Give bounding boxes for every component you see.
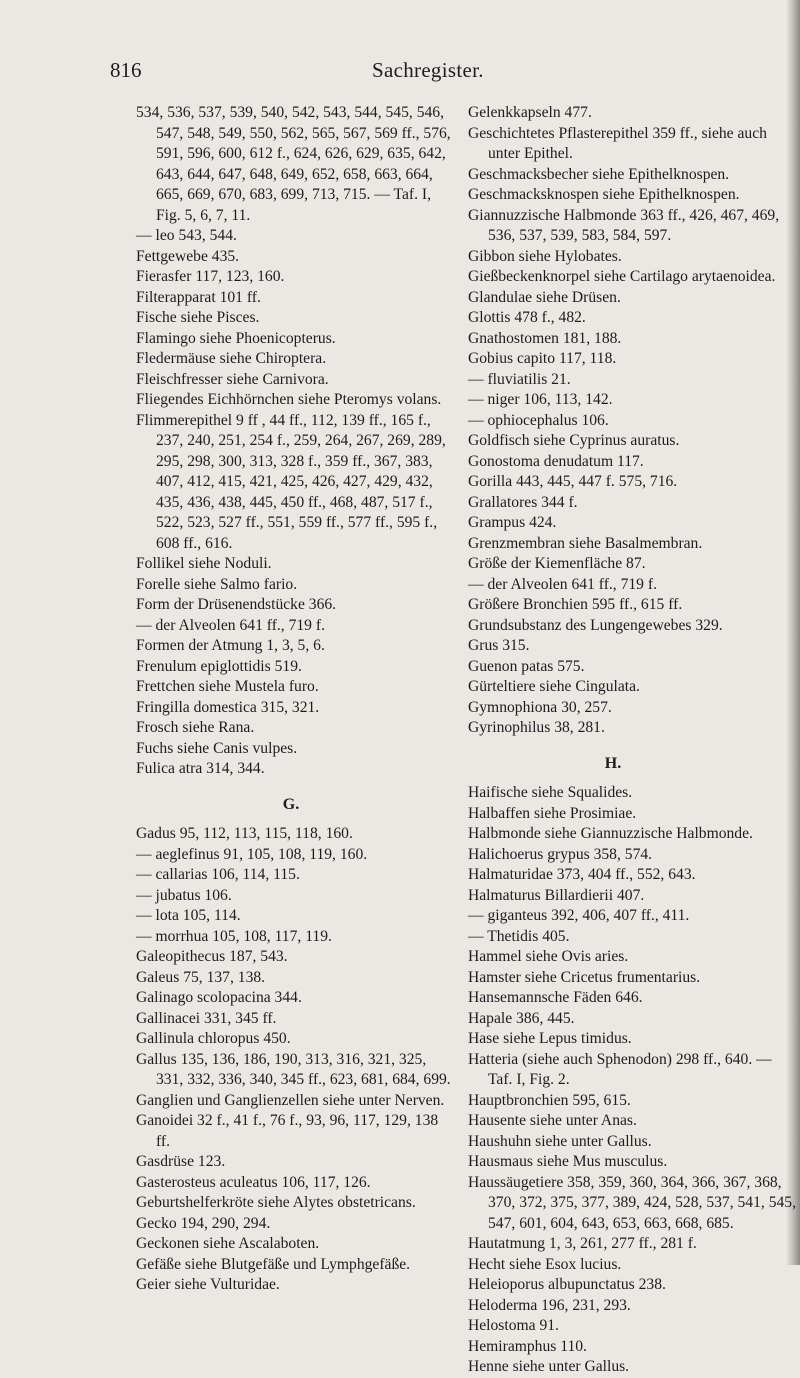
index-entry: Halmaturus Billardierii 407. — [468, 886, 645, 904]
index-entry: Grallatores 344 f. — [468, 493, 578, 511]
index-entry: Hamster siehe Cricetus frumentarius. — [468, 968, 701, 986]
index-entry: Form der Drüsenendstücke 366. — [136, 596, 337, 613]
index-entry: Heloderma 196, 231, 293. — [468, 1296, 631, 1314]
page-header — [0, 58, 800, 88]
index-entry: — der Alveolen 641 ff., 719 f. — [468, 575, 657, 593]
index-entry: Hansemannsche Fäden 646. — [468, 989, 643, 1006]
index-entry: Ganoidei 32 f., 41 f., 76 f., 93, 96, 117, 129, 138 ff. — [136, 1112, 439, 1150]
index-entry: Gymnophiona 30, 257. — [468, 698, 612, 716]
index-entry: Geburtshelferkröte siehe Alytes obstetricans. — [136, 1194, 416, 1211]
index-entry: Gießbeckenknorpel siehe Cartilago arytaenoidea. — [468, 268, 776, 285]
index-entry: Gonostoma denudatum 117. — [468, 452, 644, 470]
index-entry: — leo 543, 544. — [136, 227, 237, 244]
index-entry: Fulica atra 314, 344. — [136, 760, 265, 777]
index-entry: Gürteltiere siehe Cingulata. — [468, 678, 640, 695]
index-entry: Halichoerus grypus 358, 574. — [468, 845, 653, 863]
index-entry: Haifische siehe Squalides. — [468, 784, 633, 801]
index-entry: Hecht siehe Esox lucius. — [468, 1255, 622, 1273]
index-entry: — jubatus 106. — [136, 886, 232, 904]
index-entry: Hauptbronchien 595, 615. — [468, 1091, 631, 1109]
left-entries-g — [136, 824, 456, 1296]
index-entry: Grampus 424. — [468, 514, 557, 531]
index-entry: Giannuzzische Halbmonde 363 ff., 426, 467, 469, 536, 537, 539, 583, 584, 597. — [468, 206, 780, 244]
index-entry: Helostoma 91. — [468, 1317, 559, 1334]
running-title: Sachregister. — [372, 58, 484, 82]
index-entry: Fliegendes Eichhörnchen siehe Pteromys volans. — [136, 391, 442, 408]
index-entry: Follikel siehe Noduli. — [136, 555, 272, 572]
index-entry: Gibbon siehe Hylobates. — [468, 247, 622, 265]
index-entry: Henne siehe unter Gallus. — [468, 1358, 630, 1375]
index-entry: Haussäugetiere 358, 359, 360, 364, 366, 367, 368, 370, 372, 375, 377, 389, 424, 528, 537, 541, 545, 547, 601, 604, 643, 653, 663, 668, 685. — [468, 1173, 796, 1232]
index-entry: — lota 105, 114. — [136, 907, 241, 924]
index-entry: Größere Bronchien 595 ff., 615 ff. — [468, 596, 683, 613]
index-entry: Geschmacksbecher siehe Epithelknospen. — [468, 165, 730, 183]
index-entry: Glottis 478 f., 482. — [468, 309, 586, 326]
right-entries-g-cont — [468, 103, 798, 739]
index-entry: Gorilla 443, 445, 447 f. 575, 716. — [468, 473, 678, 490]
index-entry: Geschichtetes Pflasterepithel 359 ff., siehe auch unter Epithel. — [468, 124, 767, 162]
section-heading-h: H. — [604, 754, 622, 772]
index-entry: Gelenkkapseln 477. — [468, 104, 592, 121]
index-entry: Halmaturidae 373, 404 ff., 552, 643. — [468, 866, 696, 883]
page-number: 816 — [110, 58, 142, 82]
index-entry: Frettchen siehe Mustela furo. — [136, 678, 319, 695]
index-entry: Flimmerepithel 9 ff , 44 ff., 112, 139 ff., 165 f., 237, 240, 251, 254 f., 259, 264, 267, 269, 289, 295, 298, 300, 313, 328 f., 359 ff., 367, 383, 407, 412, 415, 421, 425, 426, 427, 429, 432, 435, 436, 438, 445, 450 ff., 468, 487, 517 f., 522, 523, 527 ff., 551, 559 ff., 577 ff., 595 f., 608 ff., 616. — [136, 411, 446, 552]
index-entry: Gasterosteus aculeatus 106, 117, 126. — [136, 1173, 371, 1191]
index-entry: Gobius capito 117, 118. — [468, 350, 617, 367]
index-entry: Galeopithecus 187, 543. — [136, 948, 288, 965]
index-entry: Gallinacei 331, 345 ff. — [136, 1009, 277, 1027]
index-entry: Filterapparat 101 ff. — [136, 288, 261, 306]
index-entry: Hautatmung 1, 3, 261, 277 ff., 281 f. — [468, 1235, 697, 1252]
index-entry: Fledermäuse siehe Chiroptera. — [136, 350, 327, 367]
index-entry: — giganteus 392, 406, 407 ff., 411. — [468, 907, 690, 924]
section-heading-g: G. — [282, 795, 300, 813]
index-entry: Fuchs siehe Canis vulpes. — [136, 739, 298, 757]
index-entry: 534, 536, 537, 539, 540, 542, 543, 544, 545, 546, 547, 548, 549, 550, 562, 565, 567, 569 ff., 576, 591, 596, 600, 612 f., 624, 626, 629, 635, 642, 643, 644, 647, 648, 649, 652, 658, 663, 664, 665, 669, 670, 683, 699, 713, 715. — Taf. I, Fig. 5, 6, 7, 11. — [136, 104, 451, 224]
index-entry: — ophiocephalus 106. — [468, 411, 609, 429]
index-entry: Frenulum epiglottidis 519. — [136, 657, 302, 675]
index-entry: Glandulae siehe Drüsen. — [468, 288, 621, 306]
index-entry: Fringilla domestica 315, 321. — [136, 698, 320, 716]
index-entry: Guenon patas 575. — [468, 657, 585, 675]
index-entry: Geckonen siehe Ascalaboten. — [136, 1235, 320, 1252]
index-entry: Geier siehe Vulturidae. — [136, 1276, 280, 1293]
right-column — [468, 103, 798, 1378]
index-entry: Fische siehe Pisces. — [136, 309, 260, 326]
index-entry: — niger 106, 113, 142. — [468, 391, 613, 408]
index-entry: Fleischfresser siehe Carnivora. — [136, 370, 329, 388]
index-entry: — callarias 106, 114, 115. — [136, 866, 300, 883]
index-entry: Grundsubstanz des Lungengewebes 329. — [468, 616, 723, 634]
index-entry: — fluviatilis 21. — [468, 370, 571, 388]
index-entry: Hausmaus siehe Mus musculus. — [468, 1153, 668, 1170]
index-entry: Halbmonde siehe Giannuzzische Halbmonde. — [468, 825, 753, 842]
index-entry: Fierasfer 117, 123, 160. — [136, 268, 285, 285]
index-entry: Grenzmembran siehe Basalmembran. — [468, 534, 703, 552]
index-entry: Gnathostomen 181, 188. — [468, 329, 622, 347]
index-entry: Fettgewebe 435. — [136, 247, 240, 265]
left-column — [136, 103, 456, 1296]
index-entry: Flamingo siehe Phoenicopterus. — [136, 329, 336, 347]
index-entry: Hase siehe Lepus timidus. — [468, 1030, 632, 1047]
index-entry: — der Alveolen 641 ff., 719 f. — [136, 616, 325, 634]
index-entry: Gasdrüse 123. — [136, 1153, 226, 1170]
index-entry: Galinago scolopacina 344. — [136, 989, 302, 1006]
index-entry: Forelle siehe Salmo fario. — [136, 575, 298, 593]
index-entry: Gadus 95, 112, 113, 115, 118, 160. — [136, 825, 353, 842]
index-entry: Gallinula chloropus 450. — [136, 1030, 291, 1047]
index-entry: — Thetidis 405. — [468, 927, 570, 945]
index-entry: Gyrinophilus 38, 281. — [468, 719, 605, 736]
index-entry: Gefäße siehe Blutgefäße und Lymphgefäße. — [136, 1255, 411, 1273]
index-entry: — morrhua 105, 108, 117, 119. — [136, 927, 332, 945]
index-entry: Hatteria (siehe auch Sphenodon) 298 ff., 640. — Taf. I, Fig. 2. — [468, 1050, 772, 1088]
index-entry: Goldfisch siehe Cyprinus auratus. — [468, 432, 680, 449]
left-entries-top — [136, 103, 456, 780]
index-entry: Ganglien und Ganglienzellen siehe unter Nerven. — [136, 1091, 445, 1109]
index-entry: Gecko 194, 290, 294. — [136, 1214, 271, 1232]
index-entry: Größe der Kiemenfläche 87. — [468, 555, 646, 572]
index-entry: — aeglefinus 91, 105, 108, 119, 160. — [136, 845, 368, 863]
index-entry: Haushuhn siehe unter Gallus. — [468, 1132, 652, 1150]
index-entry: Frosch siehe Rana. — [136, 719, 255, 736]
index-entry: Halbaffen siehe Prosimiae. — [468, 804, 637, 822]
index-entry: Hemiramphus 110. — [468, 1337, 587, 1355]
index-entry: Hausente siehe unter Anas. — [468, 1112, 637, 1129]
index-entry: Grus 315. — [468, 637, 530, 654]
index-entry: Galeus 75, 137, 138. — [136, 968, 266, 986]
index-entry: Hapale 386, 445. — [468, 1009, 575, 1027]
index-entry: Hammel siehe Ovis aries. — [468, 948, 629, 965]
index-entry: Gallus 135, 136, 186, 190, 313, 316, 321, 325, 331, 332, 336, 340, 345 ff., 623, 681, 684, 699. — [136, 1050, 451, 1088]
right-entries-h — [468, 783, 798, 1378]
index-entry: Formen der Atmung 1, 3, 5, 6. — [136, 637, 325, 654]
index-entry: Heleioporus albupunctatus 238. — [468, 1276, 666, 1293]
index-entry: Geschmacksknospen siehe Epithelknospen. — [468, 186, 740, 203]
